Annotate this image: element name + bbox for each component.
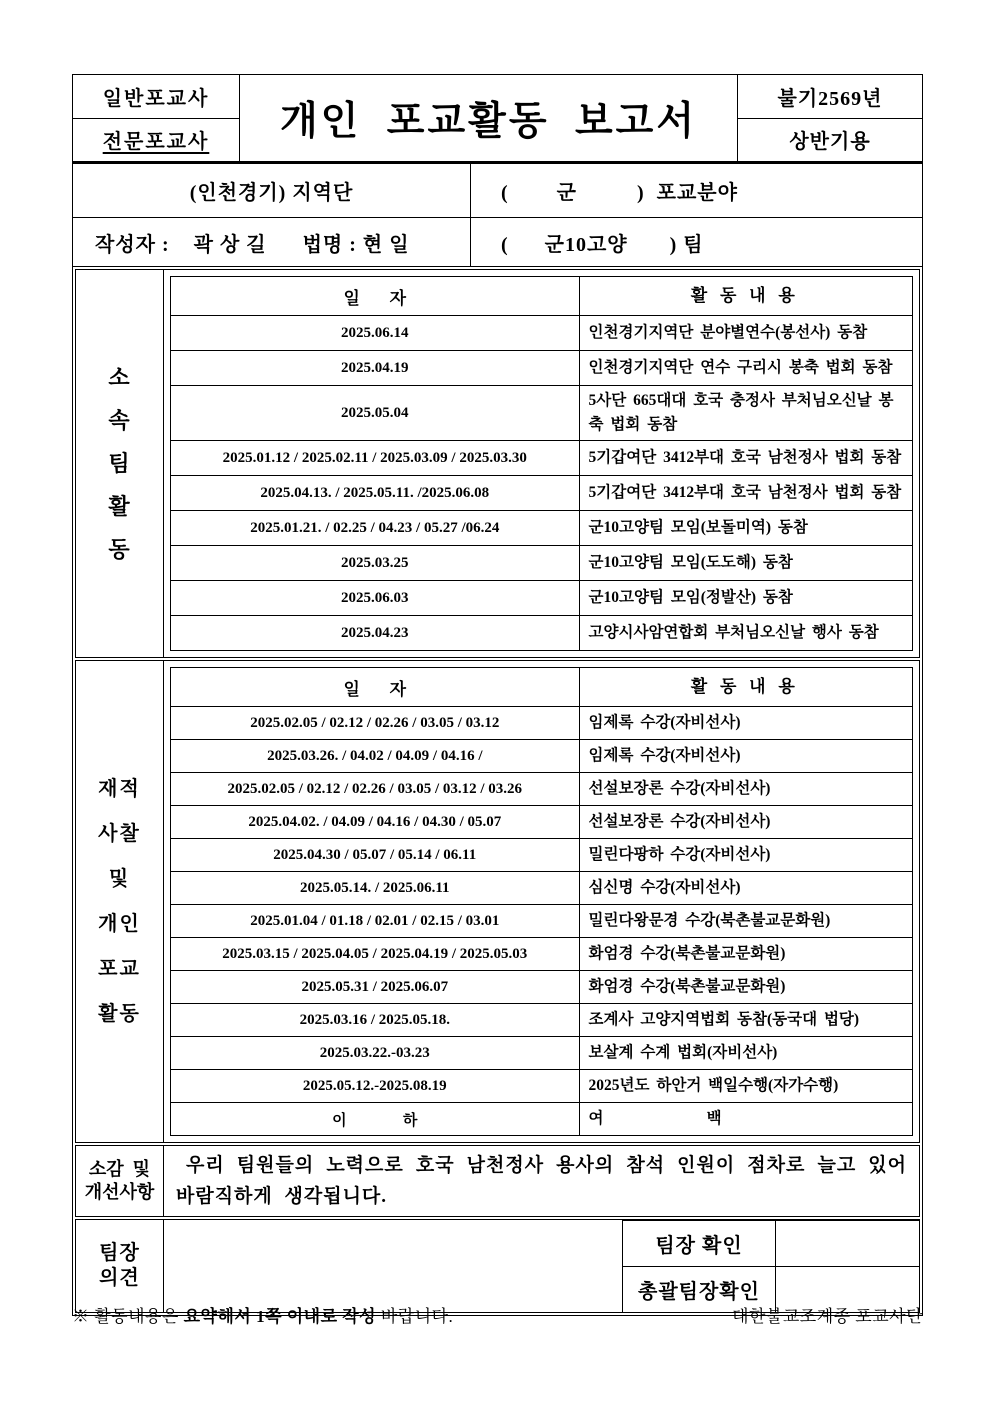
activity-cell: 2025년도 하안거 백일수행(자가수행) — [588, 1077, 839, 1095]
personal-activity-table — [170, 667, 913, 1136]
table-row — [171, 545, 912, 580]
personal-activity-section — [75, 660, 920, 1143]
table-row — [171, 315, 912, 350]
date-cell: 2025.04.13. / 2025.05.11. /2025.06.08 — [171, 476, 580, 510]
page-footer — [72, 1302, 923, 1327]
table-header-row — [171, 668, 912, 706]
activity-cell: 여 백 — [588, 1110, 722, 1128]
activity-cell: 선설보장론 수강(자비선사) — [588, 813, 771, 831]
date-cell: 2025.02.05 / 02.12 / 02.26 / 03.05 / 03.12 — [171, 707, 580, 739]
table-row — [171, 350, 912, 385]
year-period-box — [737, 75, 922, 161]
header-region-row — [73, 164, 922, 218]
side-label-char: 속 — [108, 408, 131, 434]
column-header-activity: 활 동 내 용 — [690, 285, 795, 305]
side-label-word: 포교 — [98, 957, 141, 980]
remarks-label-line2: 개선사항 — [84, 1182, 155, 1203]
side-label-char: 활 — [108, 494, 131, 520]
activity-cell: 화엄경 수강(북촌불교문화원) — [588, 945, 786, 963]
badge-general-missionary: 일반포교사 — [73, 75, 239, 119]
date-cell: 2025.05.31 / 2025.06.07 — [171, 971, 580, 1003]
side-label-word: 활동 — [98, 1002, 141, 1025]
date-cell: 2025.05.14. / 2025.06.11 — [171, 872, 580, 904]
date-cell: 2025.02.05 / 02.12 / 02.26 / 03.05 / 03.12 / 03.26 — [171, 773, 580, 805]
activity-cell: 밀린다팡하 수강(자비선사) — [588, 846, 771, 864]
table-row — [171, 838, 912, 871]
confirmation-signature-area — [776, 1221, 919, 1266]
confirmation-label: 총괄팀장확인 — [623, 1267, 776, 1312]
remarks-label — [76, 1146, 164, 1216]
organization-name: 대한불교조계종 포교사단 — [732, 1307, 923, 1326]
table-row — [171, 805, 912, 838]
side-label-word: 사찰 — [98, 822, 141, 845]
activity-cell: 보살계 수계 법회(자비선사) — [588, 1044, 778, 1062]
date-cell: 2025.03.22.-03.23 — [171, 1037, 580, 1069]
side-label-char: 동 — [108, 537, 131, 563]
team-activity-body — [164, 270, 919, 657]
table-header-row — [171, 277, 912, 315]
date-cell: 이 하 — [171, 1103, 580, 1135]
team-activity-table — [170, 276, 913, 651]
table-row — [171, 475, 912, 510]
table-row — [171, 904, 912, 937]
personal-activity-label — [76, 661, 164, 1142]
confirmation-row — [623, 1220, 919, 1266]
activity-cell: 5기갑여단 3412부대 호국 남천정사 법회 동참 — [588, 449, 902, 467]
activity-cell: 군10고양팀 모임(보돌미역) 동참 — [588, 519, 808, 537]
side-label-word: 및 — [108, 867, 131, 890]
table-row — [171, 615, 912, 650]
table-row — [171, 510, 912, 545]
table-row — [171, 580, 912, 615]
remarks-label-line1: 소감 및 — [88, 1159, 151, 1180]
activity-cell: 인천경기지역단 연수 구리시 봉축 법회 동참 — [588, 358, 893, 376]
date-cell: 2025.06.14 — [171, 316, 580, 350]
leader-opinion-label — [76, 1220, 164, 1312]
date-cell: 2025.06.03 — [171, 581, 580, 615]
confirmation-label: 팀장 확인 — [623, 1221, 776, 1266]
date-cell: 2025.04.02. / 04.09 / 04.16 / 04.30 / 05.07 — [171, 806, 580, 838]
personal-activity-body — [164, 661, 919, 1142]
activity-cell: 군10고양팀 모임(도도해) 동참 — [588, 554, 793, 572]
leader-opinion-space — [164, 1220, 622, 1312]
leader-label-line1: 팀장 — [99, 1242, 140, 1265]
report-period: 상반기용 — [789, 131, 871, 154]
activity-cell: 5기갑여단 3412부대 호국 남천정사 법회 동참 — [588, 484, 902, 502]
side-label-char: 팀 — [108, 451, 131, 477]
writer-name: 작성자 : 곽 상 길 법명 : 현 일 — [95, 233, 410, 256]
column-header-date: 일 자 — [171, 668, 580, 706]
column-header-activity: 활 동 내 용 — [690, 676, 795, 696]
table-row — [171, 871, 912, 904]
header-title-row — [73, 75, 922, 164]
activity-cell: 군10고양팀 모임(정발산) 동참 — [588, 589, 793, 607]
missionary-type-box — [73, 75, 240, 161]
table-row — [171, 739, 912, 772]
table-row — [171, 1036, 912, 1069]
remarks-section — [75, 1145, 920, 1217]
activity-cell: 임제록 수강(자비선사) — [588, 747, 741, 765]
table-row — [171, 1102, 912, 1135]
table-row — [171, 385, 912, 440]
activity-cell: 선설보장론 수강(자비선사) — [588, 780, 771, 798]
date-cell: 2025.05.04 — [171, 386, 580, 440]
activity-cell: 고양시사암연합회 부처님오신날 행사 동참 — [588, 624, 879, 642]
date-cell: 2025.04.19 — [171, 351, 580, 385]
date-cell: 2025.01.21. / 02.25 / 04.23 / 05.27 /06.24 — [171, 511, 580, 545]
table-row — [171, 440, 912, 475]
activity-cell: 화엄경 수강(북촌불교문화원) — [588, 978, 786, 996]
activity-cell: 밀린다왕문경 수강(북촌불교문화원) — [588, 912, 831, 930]
team-name: ( 군10고양 ) 팀 — [470, 218, 922, 266]
table-row — [171, 970, 912, 1003]
activity-cell: 심신명 수강(자비선사) — [588, 879, 741, 897]
activity-cell: 임제록 수강(자비선사) — [588, 714, 741, 732]
region-unit: (인천경기) 지역단 — [189, 182, 354, 204]
activity-cell: 인천경기지역단 분야별연수(봉선사) 동참 — [588, 323, 868, 341]
side-label-word: 재적 — [98, 777, 141, 800]
footer-note — [72, 1302, 453, 1327]
date-cell: 2025.03.15 / 2025.04.05 / 2025.04.19 / 2025.05.03 — [171, 938, 580, 970]
table-row — [171, 1069, 912, 1102]
activity-cell: 조계사 고양지역법회 동참(동국대 법당) — [588, 1011, 860, 1029]
date-cell: 2025.01.04 / 01.18 / 02.01 / 02.15 / 03.01 — [171, 905, 580, 937]
footer-note-bold: 요약해서 1쪽 이내로 작성 — [183, 1307, 377, 1326]
date-cell: 2025.03.16 / 2025.05.18. — [171, 1004, 580, 1036]
date-cell: 2025.04.30 / 05.07 / 05.14 / 06.11 — [171, 839, 580, 871]
team-activity-section — [75, 269, 920, 658]
date-cell: 2025.05.12.-2025.08.19 — [171, 1070, 580, 1102]
side-label-word: 개인 — [98, 912, 141, 935]
column-header-date: 일 자 — [171, 277, 580, 315]
date-cell: 2025.03.25 — [171, 546, 580, 580]
report-form — [72, 74, 923, 1316]
header-writer-row — [73, 218, 922, 267]
leader-opinion-section — [75, 1219, 920, 1313]
footer-note-prefix: ※ 활동내용은 — [72, 1307, 184, 1326]
date-cell: 2025.01.12 / 2025.02.11 / 2025.03.09 / 2025.03.30 — [171, 441, 580, 475]
leader-label-line2: 의견 — [99, 1267, 140, 1290]
table-row — [171, 772, 912, 805]
table-row — [171, 706, 912, 739]
buddhist-year: 불기2569년 — [738, 75, 922, 119]
page-title: 개인 포교활동 보고서 — [279, 100, 698, 143]
remarks-text: 우리 팀원들의 노력으로 호국 남천정사 용사의 참석 인원이 점차로 늘고 있어 바람직하게 생각됩니다. — [176, 1155, 907, 1208]
table-row — [171, 1003, 912, 1036]
footer-note-suffix: 바랍니다. — [376, 1307, 454, 1326]
confirmation-table — [622, 1220, 919, 1312]
date-cell: 2025.04.23 — [171, 616, 580, 650]
table-row — [171, 937, 912, 970]
badge-professional-missionary: 전문포교사 — [102, 131, 210, 154]
date-cell: 2025.03.26. / 04.02 / 04.09 / 04.16 / — [171, 740, 580, 772]
mission-field: ( 군 ) 포교분야 — [470, 164, 922, 217]
team-activity-label — [76, 270, 164, 657]
activity-cell: 5사단 665대대 호국 충정사 부처님오신날 봉축 법회 동참 — [588, 392, 894, 434]
side-label-char: 소 — [108, 365, 131, 391]
